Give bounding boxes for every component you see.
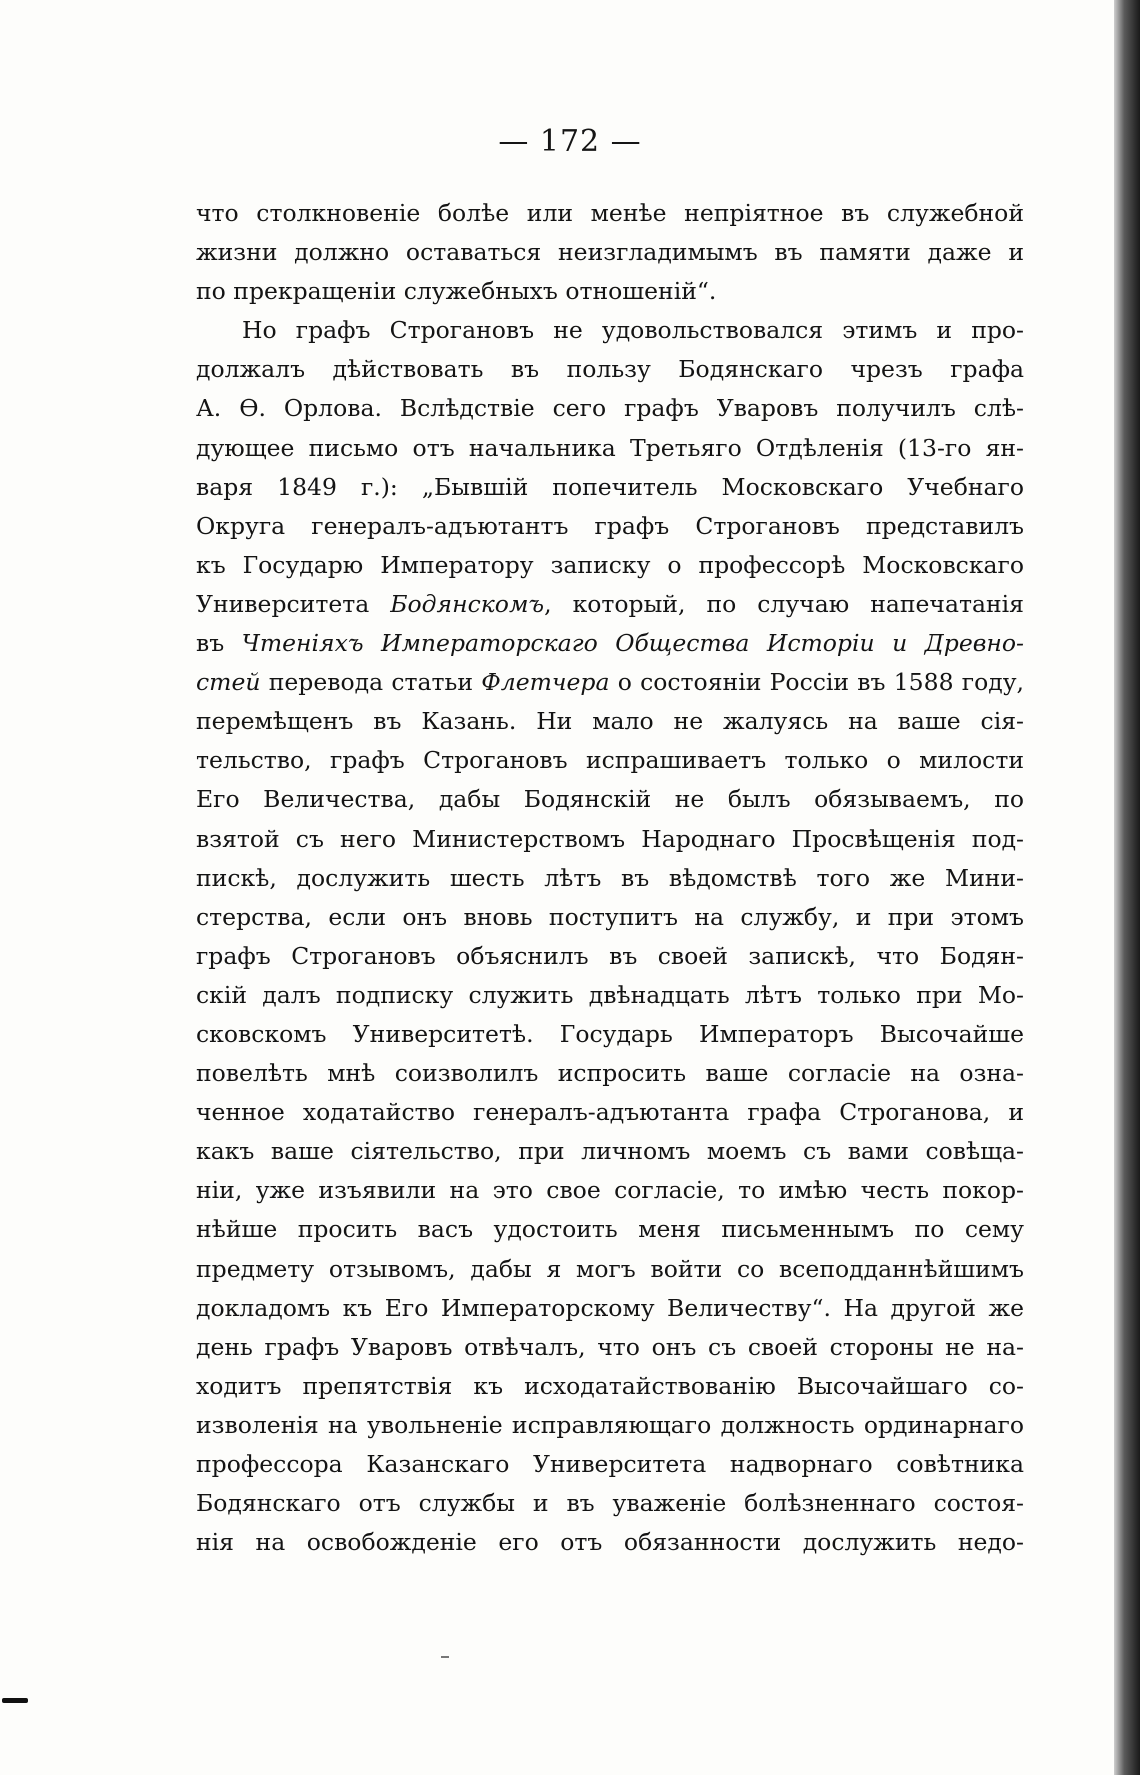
text-segment: стерства, если онъ вновь поступитъ на службу, и при этомъ [196,902,1024,931]
text-line [196,350,1024,389]
text-line [196,272,1024,311]
text-line [196,468,1024,507]
text-line [196,194,1024,233]
text-segment: ніи, уже изъявили на это свое согласіе, то имѣю честь покор- [196,1176,1024,1205]
text-line [196,1210,1024,1249]
text-line [196,1054,1024,1093]
text-segment: взятой съ него Министерствомъ Народнаго Просвѣщенія под- [196,824,1024,853]
page-number: — 172 — [498,124,642,159]
text-segment: А. Ѳ. Орлова. Вслѣдствіе сего графъ Уваровъ получилъ слѣ- [196,394,1024,423]
text-segment: Его Величества, дабы Бодянскій не былъ обязываемъ, по [196,785,1024,814]
text-segment: въ [196,629,242,658]
text-line [196,1406,1024,1445]
text-segment: перевода статьи [260,668,482,697]
text-line [196,1523,1024,1562]
text-line [196,702,1024,741]
text-segment: Округа генералъ-адъютантъ графъ Строгановъ представилъ [196,511,1024,540]
text-segment: сковскомъ Университетѣ. Государь Императоръ Высочайше [196,1019,1024,1048]
text-segment: докладомъ къ Его Императорскому Величеству“. На другой же [196,1293,1024,1322]
text-segment: день графъ Уваровъ отвѣчалъ, что онъ съ своей стороны не на- [196,1332,1024,1361]
text-line [196,1289,1024,1328]
text-line [196,1367,1024,1406]
text-segment: что столкновеніе болѣе или менѣе непріятное въ служебной [196,199,1024,227]
text-segment: по прекращеніи служебныхъ отношеній“. [196,277,717,306]
text-line [196,1171,1024,1210]
text-line [196,585,1024,624]
italic-text: Бодянскомъ [390,589,545,618]
text-line [196,1445,1024,1484]
text-line [196,233,1024,272]
text-segment: къ Государю Императору записку о профессорѣ Московскаго [196,550,1024,579]
text-segment: графъ Строгановъ объяснилъ въ своей запискѣ, что Бодян- [196,941,1024,970]
text-line [196,976,1024,1015]
text-segment: варя 1849 г.): „Бывшій попечитель Московскаго Учебнаго [196,472,1024,501]
text-segment: предмету отзывомъ, дабы я могъ войти со всеподданнѣйшимъ [196,1254,1024,1283]
text-line [196,859,1024,898]
text-line [196,1093,1024,1132]
text-segment: Но графъ Строгановъ не удовольствовался этимъ и про- [242,316,1024,345]
text-line [196,546,1024,585]
body-text [196,194,1024,1562]
text-line [196,663,1024,702]
italic-text: стей [196,668,261,697]
text-line [196,1484,1024,1523]
text-line [196,1132,1024,1171]
text-segment: нѣйше просить васъ удостоить меня письменнымъ по сему [196,1215,1024,1244]
text-segment: какъ ваше сіятельство, при личномъ моемъ съ вами совѣща- [196,1137,1024,1166]
text-segment: повелѣть мнѣ соизволилъ испросить ваше согласіе на озна- [196,1059,1024,1088]
text-line [196,898,1024,937]
text-line [196,624,1024,663]
text-segment: Бодянскаго отъ службы и въ уваженіе болѣзненнаго состоя- [196,1489,1024,1518]
text-segment: тельство, графъ Строгановъ испрашиваетъ только о милости [196,746,1024,775]
text-segment: изволенія на увольненіе исправляющаго должность ординарнаго [196,1410,1024,1439]
text-line [196,1328,1024,1367]
text-line [196,780,1024,819]
text-line [196,429,1024,468]
text-segment: жизни должно оставаться неизгладимымъ въ памяти даже и [196,238,1024,267]
text-segment: дующее письмо отъ начальника Третьяго Отдѣленія (13-го ян- [196,433,1024,462]
text-segment: должалъ дѣйствовать въ пользу Бодянскаго чрезъ графа [196,355,1024,384]
text-line [196,937,1024,976]
text-segment: , который, по случаю напечатанія [544,589,1024,618]
text-line [196,1250,1024,1289]
text-segment: нія на освобожденіе его отъ обязанности дослужить недо- [196,1528,1024,1557]
text-segment: скій далъ подписку служить двѣнадцать лѣтъ только при Мо- [196,980,1024,1009]
text-segment: ходитъ препятствія къ исходатайствованію Высочайшаго со- [196,1371,1024,1400]
text-segment: Университета [196,589,391,618]
text-line [196,1015,1024,1054]
text-segment: ченное ходатайство генералъ-адъютанта графа Строганова, и [196,1098,1024,1127]
text-line [196,820,1024,859]
scan-right-edge [1114,0,1140,1775]
text-segment: профессора Казанскаго Университета надворнаго совѣтника [196,1450,1024,1478]
text-segment: перемѣщенъ въ Казань. Ни мало не жалуясь на ваше сія- [196,707,1024,736]
italic-text: Чтеніяхъ Императорскаго Общества Исторіи и Древно- [241,629,1024,658]
italic-text: Флетчера [481,668,610,697]
text-segment: о состояніи Россіи въ 1588 году, [609,668,1024,697]
scan-edge-mark [2,1698,28,1703]
scan-speck [441,1656,449,1658]
text-line [196,311,1024,350]
text-line [196,507,1024,546]
text-segment: пискѣ, дослужить шесть лѣтъ въ вѣдомствѣ того же Мини- [196,863,1024,892]
text-line [196,389,1024,428]
text-line [196,741,1024,780]
